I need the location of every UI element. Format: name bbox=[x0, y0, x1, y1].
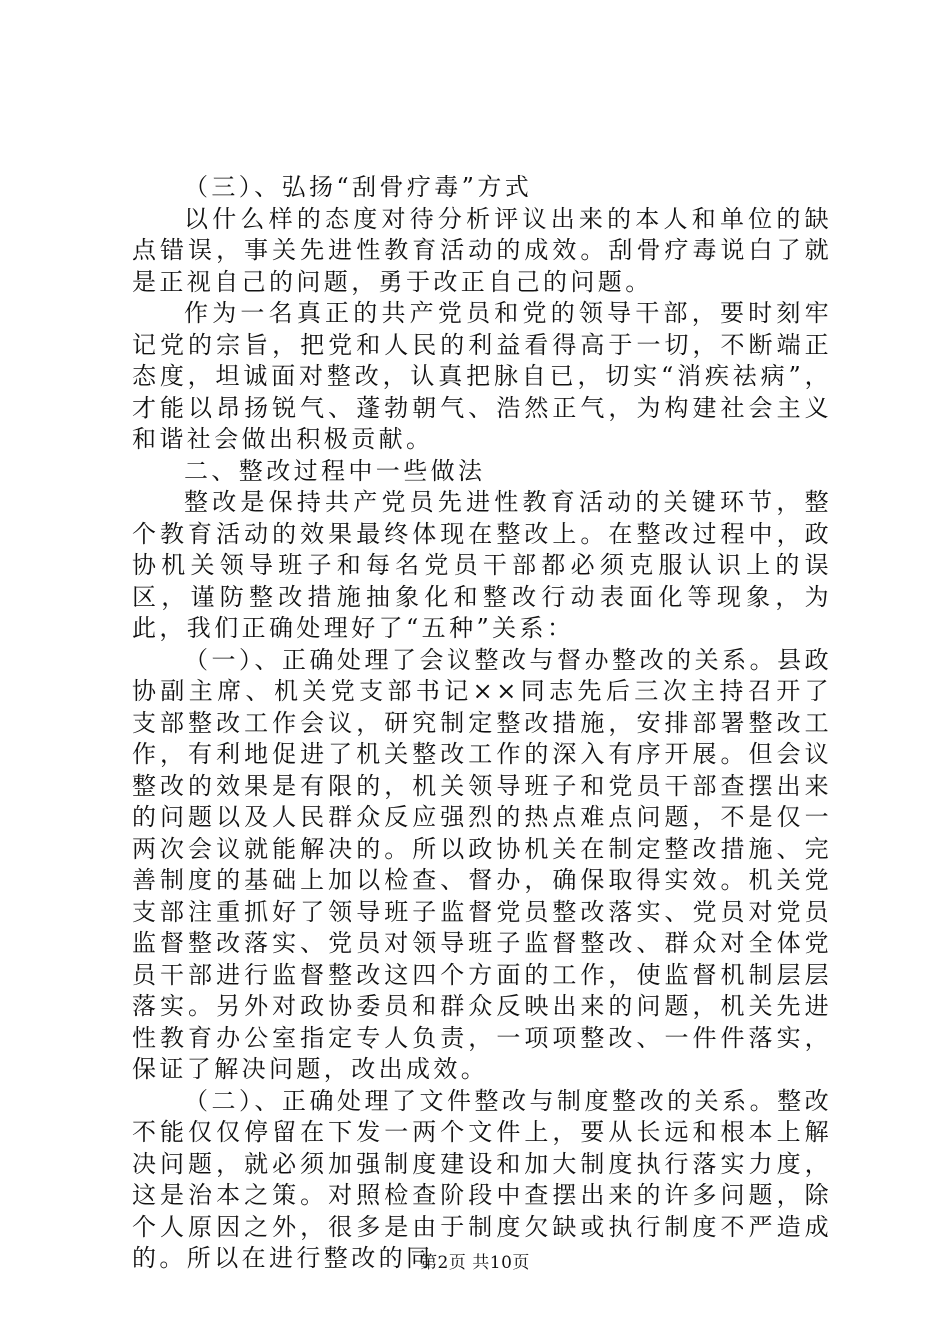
page-footer: 第2页 共10页 bbox=[420, 1253, 530, 1273]
body-paragraph: 作为一名真正的共产党员和党的领导干部，要时刻牢记党的宗旨，把党和人民的利益看得高于一切，不断端正态度，坦诚面对整改，认真把脉自已，切实“消疾祛病”，才能以昂扬锐气、蓬勃朝气、浩然正气，为构建社会主义和谐社会做出积极贡献。 bbox=[132, 299, 832, 453]
body-paragraph: （一）、正确处理了会议整改与督办整改的关系。县政协副主席、机关党支部书记××同志先后三次主持召开了支部整改工作会议，研究制定整改措施，安排部署整改工作，有利地促进了机关整改工作的深入有序开展。但会议整改的效果是有限的，机关领导班子和党员干部查摆出来的问题以及人民群众反应强烈的热点难点问题，不是仅一两次会议就能解决的。所以政协机关在制定整改措施、完善制度的基础上加以检查、督办，确保取得实效。机关党支部注重抓好了领导班子监督党员整改落实、党员对党员监督整改落实、党员对领导班子监督整改、群众对全体党员干部进行监督整改这四个方面的工作，使监督机制层层落实。另外对政协委员和群众反映出来的问题，机关先进性教育办公室指定专人负责，一项项整改、一件件落实，保证了解决问题，改出成效。 bbox=[132, 645, 832, 1083]
body-paragraph: 以什么样的态度对待分析评议出来的本人和单位的缺点错误，事关先进性教育活动的成效。刮骨疗毒说白了就是正视自己的问题，勇于改正自己的问题。 bbox=[132, 204, 832, 296]
body-paragraph: 整改是保持共产党员先进性教育活动的关键环节，整个教育活动的效果最终体现在整改上。在整改过程中，政协机关领导班子和每名党员干部都必须克服认识上的误区，谨防整改措施抽象化和整改行动表面化等现象，为此，我们正确处理好了“五种”关系： bbox=[132, 488, 832, 642]
section-heading-2: 二、整改过程中一些做法 bbox=[184, 456, 486, 485]
document-body bbox=[132, 172, 832, 1275]
body-paragraph: （二）、正确处理了文件整改与制度整改的关系。整改不能仅仅停留在下发一两个文件上，要从长远和根本上解决问题，就必须加强制度建设和加大制度执行落实力度，这是治本之策。对照检查阶段中查摆出来的许多问题，除个人原因之外，很多是由于制度欠缺或执行制度不严造成的。所以在进行整改的同 bbox=[132, 1086, 832, 1272]
section-heading-3: （三）、弘扬“刮骨疗毒”方式 bbox=[184, 173, 533, 201]
